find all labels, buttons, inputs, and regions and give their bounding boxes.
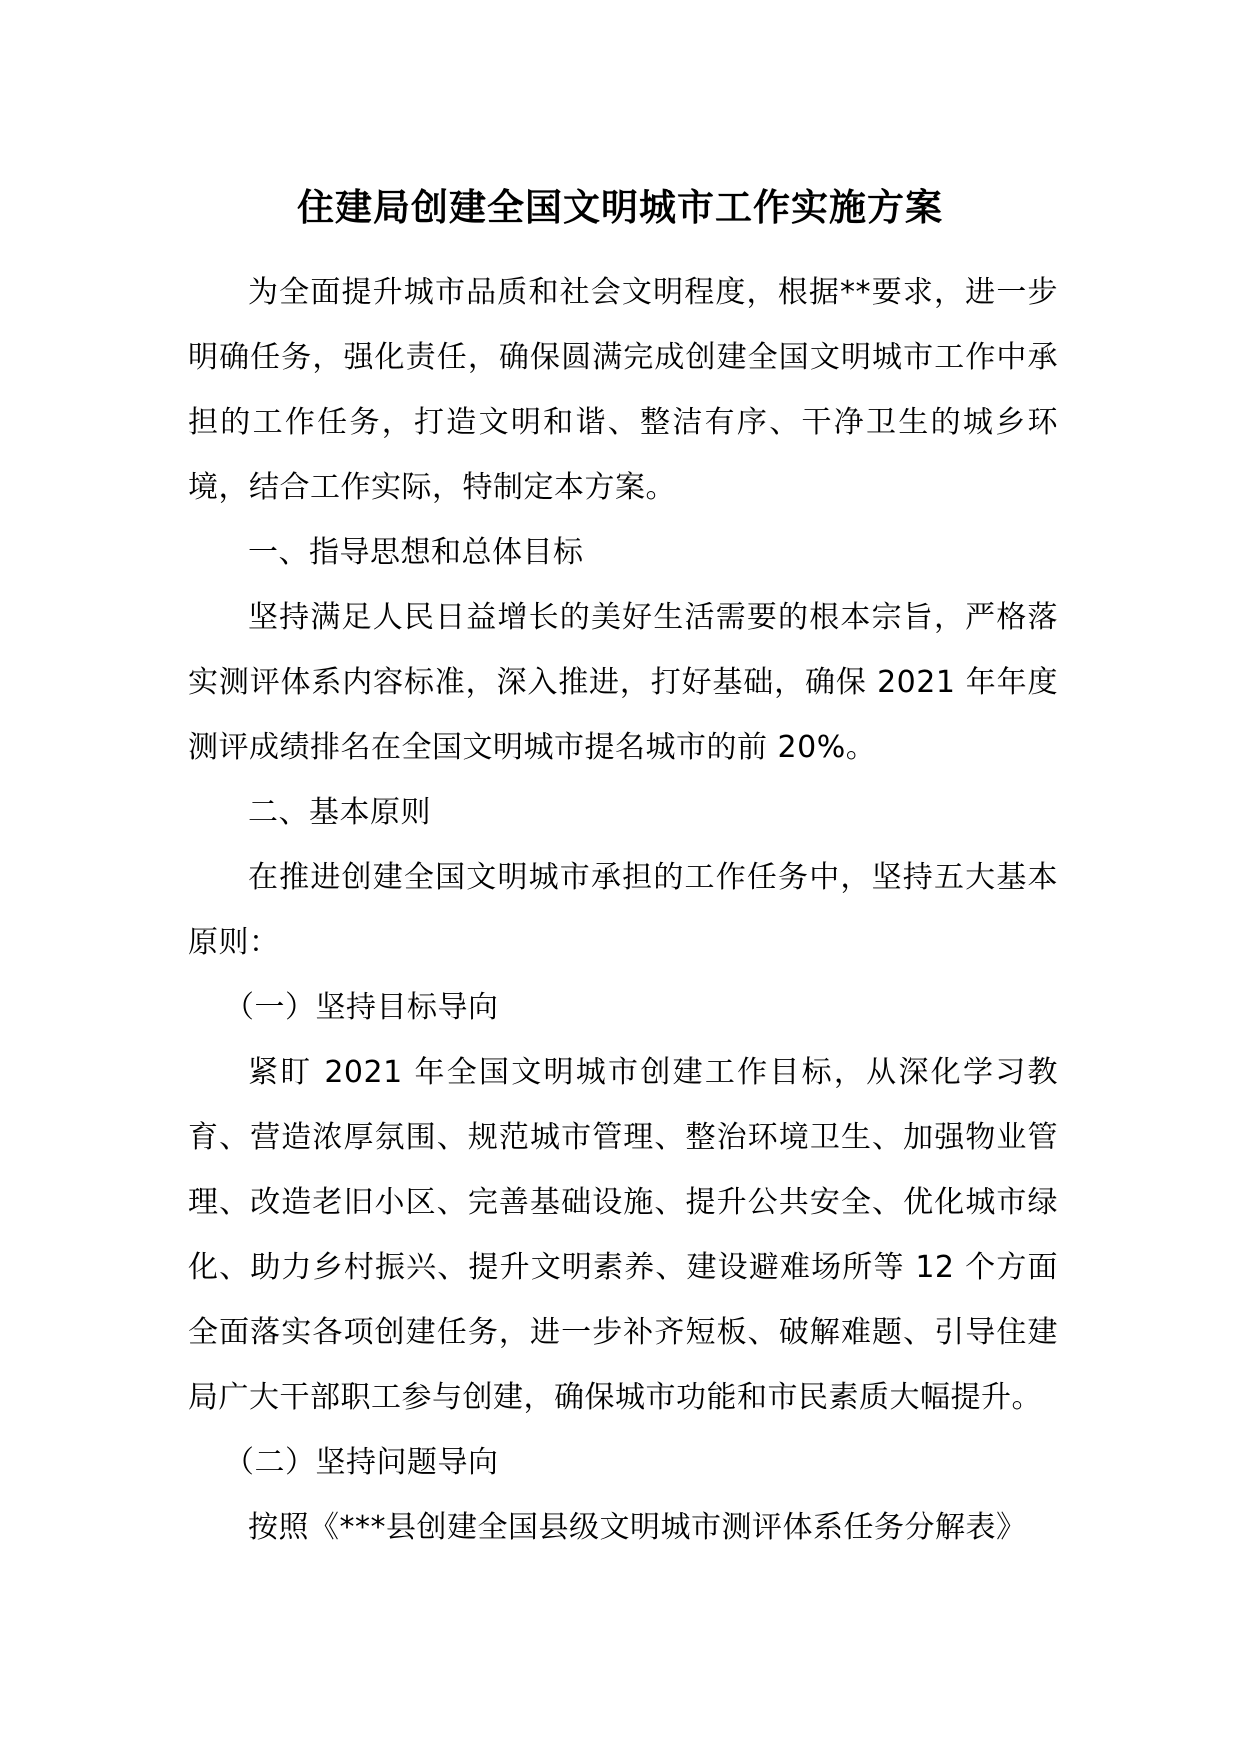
basic-principles-paragraph: 在推进创建全国文明城市承担的工作任务中，坚持五大基本原则： [188, 860, 1058, 960]
intro-paragraph: 为全面提升城市品质和社会文明程度，根据**要求，进一步明确任务，强化责任，确保圆满完成创建全国文明城市工作中承担的工作任务，打造文明和谐、整洁有序、干净卫生的城乡环境，结合工作实际，特制定本方案。 [188, 275, 1058, 505]
subsection-heading-problem-oriented: （二）坚持问题导向 [224, 1445, 499, 1480]
guiding-ideology-paragraph: 坚持满足人民日益增长的美好生活需要的根本宗旨，严格落实测评体系内容标准，深入推进，打好基础，确保 2021 年年度测评成绩排名在全国文明城市提名城市的前 20%。 [188, 600, 1058, 765]
document-title: 住建局创建全国文明城市工作实施方案 [297, 185, 943, 229]
subsection-heading-goal-oriented: （一）坚持目标导向 [224, 990, 499, 1025]
section-heading-basic-principles: 二、基本原则 [248, 795, 431, 830]
section-heading-guiding-ideology: 一、指导思想和总体目标 [248, 535, 584, 570]
goal-oriented-paragraph: 紧盯 2021 年全国文明城市创建工作目标，从深化学习教育、营造浓厚氛围、规范城市管理、整治环境卫生、加强物业管理、改造老旧小区、完善基础设施、提升公共安全、优化城市绿化、助力乡村振兴、提升文明素养、建设避难场所等 12 个方面全面落实各项创建任务，进一步补齐短板、破解难题、引导住建局广大干部职工参与创建，确保城市功能和市民素质大幅提升。 [188, 1055, 1058, 1415]
document-body [188, 260, 1058, 1560]
problem-oriented-paragraph: 按照《***县创建全国县级文明城市测评体系任务分解表》 [248, 1510, 1027, 1545]
